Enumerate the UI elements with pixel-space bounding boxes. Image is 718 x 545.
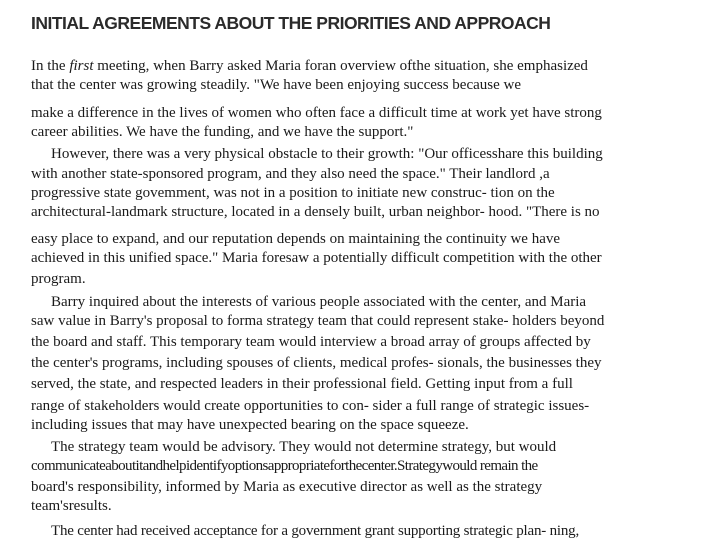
paragraph-3-line-1: Barry inquired about the interests of various people associated with the center, and Maria xyxy=(51,294,587,310)
paragraph-3-line-7: including issues that may have unexpected bearing on the space squeeze. xyxy=(31,417,469,433)
emphasized-word: first xyxy=(69,58,94,74)
paragraph-1-line-1 xyxy=(31,57,588,76)
paragraph-4-line-3: board's responsibility, informed by Maria as executive director as well as the strategy xyxy=(31,479,543,495)
paragraph-4-line-2: communicateaboutitandhelpidentifyoptionsappropriateforthecenter.Strategywould remain the xyxy=(31,458,538,474)
paragraph-2-line-4: architectural-landmark structure, located in a densely built, urban neighbor- hood. "There is no xyxy=(31,204,600,220)
paragraph-3-line-2: saw value in Barry's proposal to forma strategy team that could represent stake- holders beyond xyxy=(31,313,605,329)
paragraph-3-line-3: the board and staff. This temporary team would interview a broad array of groups affected by xyxy=(31,334,591,350)
paragraph-2-line-7: program. xyxy=(31,271,86,287)
paragraph-3-line-5: served, the state, and respected leaders in their professional field. Getting input from a full xyxy=(31,376,573,392)
paragraph-2-line-1: However, there was a very physical obstacle to their growth: "Our officesshare this building xyxy=(51,146,603,162)
paragraph-4-line-1: The strategy team would be advisory. They would not determine strategy, but would xyxy=(51,439,557,455)
text-run: In the xyxy=(31,58,70,74)
section-heading: INITIAL AGREEMENTS ABOUT THE PRIORITIES AND APPROACH xyxy=(31,13,551,33)
paragraph-2-line-6: achieved in this unified space." Maria foresaw a potentially difficult competition with the other xyxy=(31,250,602,266)
paragraph-2-line-3: progressive state govemment, was not in a position to initiate new construc- tion on the xyxy=(31,185,555,201)
paragraph-1-line-4: career abilities. We have the funding, and we have the support." xyxy=(31,124,414,140)
paragraph-2-line-2: with another state-sponsored program, and they also need the space." Their landlord ,a xyxy=(31,166,550,182)
paragraph-3-line-4: the center's programs, including spouses of clients, medical profes- sionals, the businesses they xyxy=(31,355,602,371)
paragraph-1-line-3: make a difference in the lives of women who often face a difficult time at work yet have strong xyxy=(31,105,602,121)
text-run: meeting, when Barry asked Maria foran overview ofthe situation, she emphasized xyxy=(93,58,588,74)
paragraph-4-line-4: team'sresults. xyxy=(31,498,112,514)
paragraph-5-line-1: The center had received acceptance for a government grant supporting strategic plan- ning, xyxy=(51,523,580,539)
paragraph-3-line-6: range of stakeholders would create opportunities to con- sider a full range of strategic issues- xyxy=(31,398,590,414)
paragraph-1-line-2: that the center was growing steadily. "We have been enjoying success because we xyxy=(31,77,522,93)
paragraph-2-line-5: easy place to expand, and our reputation depends on maintaining the continuity we have xyxy=(31,231,561,247)
